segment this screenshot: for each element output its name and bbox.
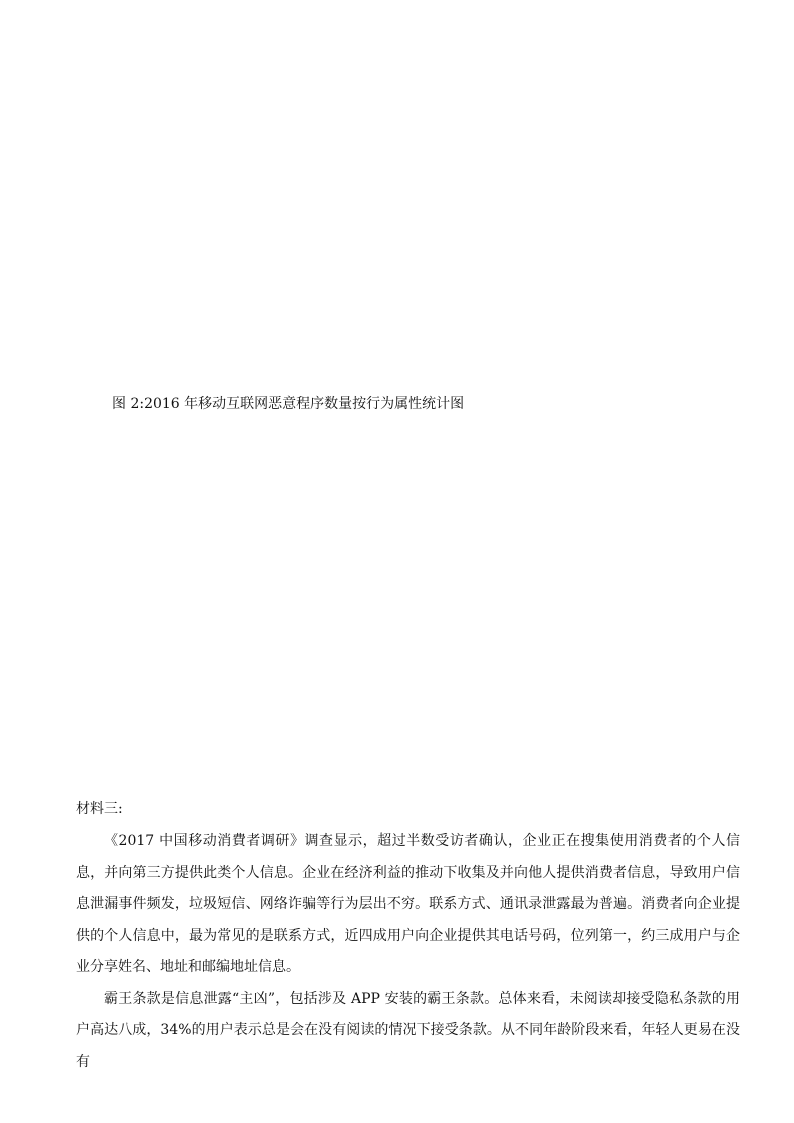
section-heading: 材料三: — [76, 801, 123, 817]
figure-placeholder-top — [100, 30, 700, 370]
body-text — [76, 826, 740, 1078]
figure-caption: 图 2:2016 年移动互联网恶意程序数量按行为属性统计图 — [112, 396, 465, 412]
paragraph-2: 霸王条款是信息泄露“主凶”，包括涉及 APP 安装的霸王条款。总体来看，未阅读却接受隐私条款的用户高达八成，34%的用户表示总是会在没有阅读的情况下接受条款。从不同年龄阶段来看，年轻人更易在没有 — [76, 990, 740, 1070]
paragraph-1: 《2017 中国移动消費者调研》调查显示，超过半数受访者确认，企业正在搜集使用消费者的个人信息，并向第三方提供此类个人信息。企业在经济利益的推动下收集及并向他人提供消费者信息，导致用户信息泄漏事件频发，垃圾短信、网络诈骗等行为层出不穷。联系方式、通讯录泄露最为普遍。消费者向企业提供的个人信息中，最为常见的是联系方式，近四成用户向企业提供其电话号码，位列第一，约三成用户与企业分享姓名、地址和邮编地址信息。 — [76, 833, 740, 975]
figure-placeholder-bottom — [100, 430, 700, 770]
